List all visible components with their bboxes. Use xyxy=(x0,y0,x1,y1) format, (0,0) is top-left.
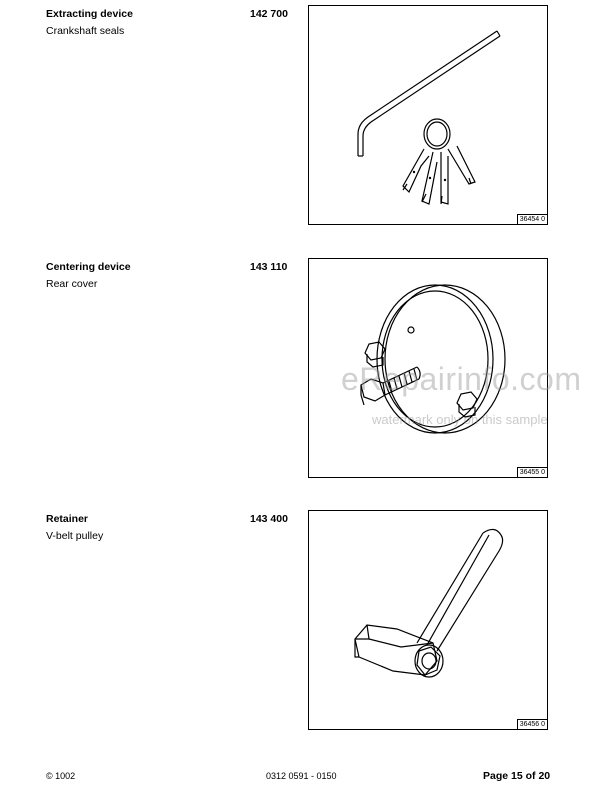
tool-entry-extracting-device xyxy=(0,8,600,248)
footer-doc-number: 0312 0591 - 0150 xyxy=(266,771,337,781)
tool-use: Crankshaft seals xyxy=(46,25,125,37)
hook-rod-with-claw-ring-illustration xyxy=(309,6,547,206)
tool-use: Rear cover xyxy=(46,278,98,290)
figure-id: 36454 0 xyxy=(517,214,547,224)
footer-page-number: Page 15 of 20 xyxy=(483,770,551,782)
tool-name: Retainer xyxy=(46,513,89,525)
tool-number: 143 400 xyxy=(250,513,288,525)
footer-copyright: © 1002 xyxy=(46,771,76,781)
tool-number: 142 700 xyxy=(250,8,288,20)
watermark-subtext: watermark only on this sample xyxy=(372,412,548,427)
tool-name: Extracting device xyxy=(46,8,133,20)
socket-wrench-retainer-illustration xyxy=(309,511,547,711)
tool-entry-retainer xyxy=(0,513,600,753)
tool-name: Centering device xyxy=(46,261,131,273)
watermark-text: eRepairinfo.com xyxy=(341,361,582,397)
figure-id: 36456 0 xyxy=(517,719,547,729)
tool-use: V-belt pulley xyxy=(46,530,104,542)
tool-figure xyxy=(308,510,548,730)
figure-id: 36455 0 xyxy=(517,467,547,477)
tool-number: 143 110 xyxy=(250,261,288,273)
centering-disc-with-bolts-illustration xyxy=(309,259,547,459)
tool-figure xyxy=(308,5,548,225)
